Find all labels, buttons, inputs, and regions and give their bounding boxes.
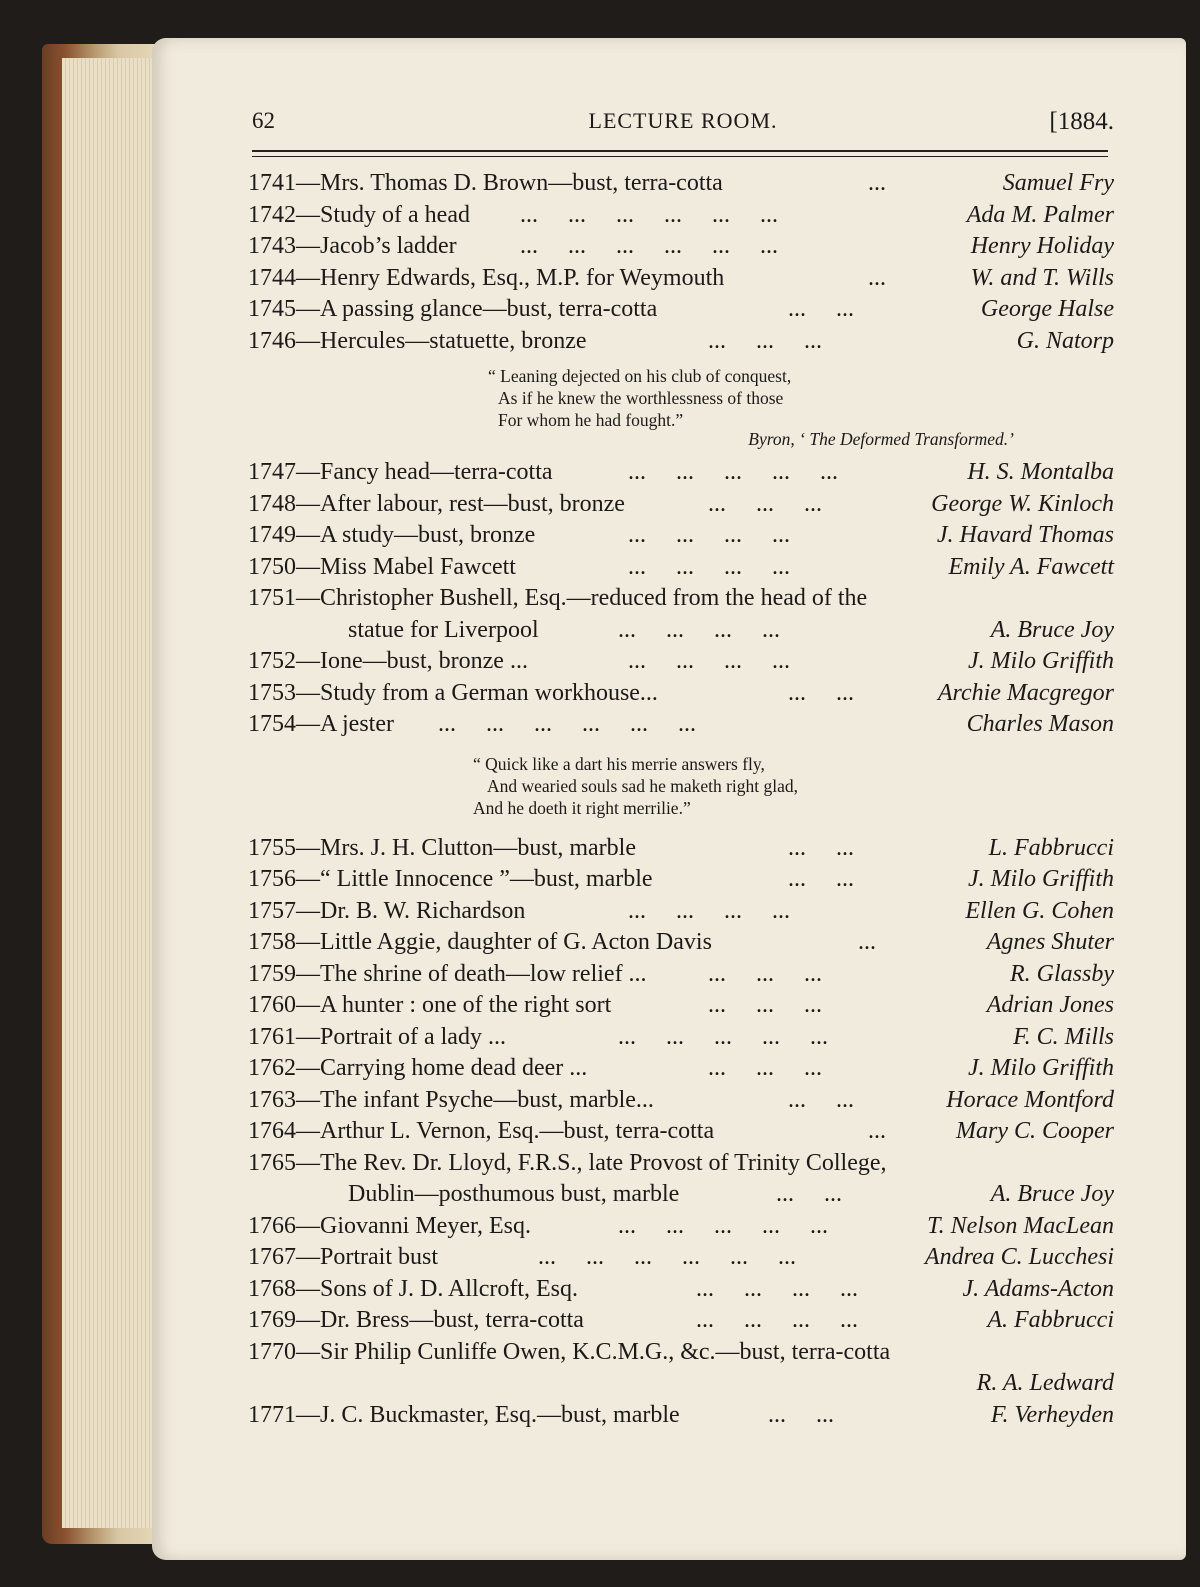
entry-title: 1756—“ Little Innocence ”—bust, marble <box>248 866 653 892</box>
leader-dots: ... ... ... <box>708 1055 822 1081</box>
page-header <box>252 108 1114 142</box>
entry-title: 1755—Mrs. J. H. Clutton—bust, marble <box>248 834 636 861</box>
entry-artist: George W. Kinloch <box>931 490 1114 517</box>
entry-artist: Agnes Shuter <box>986 929 1114 955</box>
catalogue-entry <box>248 896 1114 928</box>
entry-artist: A. Bruce Joy <box>990 616 1114 643</box>
page-number: 62 <box>252 108 275 133</box>
entry-title: 1764—Arthur L. Vernon, Esq.—bust, terra-cotta <box>248 1118 715 1144</box>
entry-title: 1759—The shrine of death—low relief ... <box>248 960 647 987</box>
leader-dots: ... <box>868 170 886 196</box>
entry-artist: Charles Mason <box>966 711 1114 737</box>
catalogue-entry <box>248 1022 1114 1054</box>
entry-title: 1748—After labour, rest—bust, bronze <box>248 490 625 517</box>
quote-line: As if he knew the worthlessness of those <box>498 388 784 408</box>
entry-artist: Horace Montford <box>946 1086 1114 1113</box>
entry-artist: A. Fabbrucci <box>987 1307 1114 1333</box>
entry-title: 1757—Dr. B. W. Richardson <box>248 897 526 924</box>
entry-artist: R. Glassby <box>1010 960 1114 987</box>
leader-dots: ... ... ... <box>708 960 822 987</box>
leader-dots: ... ... ... ... ... ... <box>538 1244 796 1270</box>
leader-dots: ... ... <box>776 1181 842 1207</box>
entry-title: 1745—A passing glance—bust, terra-cotta <box>248 296 658 322</box>
leader-dots: ... ... ... ... ... <box>618 1023 828 1050</box>
leader-dots: ... ... ... ... ... ... <box>438 711 696 737</box>
entry-artist: Samuel Fry <box>1002 170 1114 196</box>
leader-dots: ... ... ... ... <box>628 553 790 580</box>
entry-title-continued: statue for Liverpool <box>348 616 539 643</box>
entry-artist: A. Bruce Joy <box>990 1181 1114 1207</box>
entry-title: 1760—A hunter : one of the right sort <box>248 992 612 1018</box>
leader-dots: ... ... ... ... <box>628 522 790 548</box>
quote-line: And wearied souls sad he maketh right glad, <box>487 775 799 796</box>
entry-title: 1751—Christopher Bushell, Esq.—reduced from the head of the <box>248 585 868 611</box>
catalogue-entry <box>248 168 1114 200</box>
page-edges <box>62 58 158 1528</box>
quote-line: For whom he had fought.” <box>498 410 684 430</box>
catalogue-entry <box>248 709 1114 741</box>
catalogue-entry <box>248 1242 1114 1274</box>
catalogue-entry <box>248 294 1114 326</box>
entry-title: 1747—Fancy head—terra-cotta <box>248 459 553 485</box>
entry-artist: Andrea C. Lucchesi <box>924 1244 1114 1270</box>
entry-artist: George Halse <box>980 296 1114 322</box>
entry-title: 1763—The infant Psyche—bust, marble... <box>248 1086 654 1113</box>
leader-dots: ... ... <box>788 679 854 706</box>
entry-title: 1742—Study of a head <box>248 201 470 228</box>
entry-artist: Emily A. Fawcett <box>948 553 1114 580</box>
leader-dots: ... <box>868 1118 886 1144</box>
catalogue-entry <box>248 231 1114 263</box>
entry-artist: G. Natorp <box>1016 327 1114 354</box>
catalogue-entry <box>248 520 1114 552</box>
catalogue-entry-continued <box>248 1179 1114 1211</box>
entry-artist: F. C. Mills <box>1013 1023 1114 1050</box>
entry-artist: J. Havard Thomas <box>936 522 1114 548</box>
catalogue-entry-continued <box>248 615 1114 647</box>
entry-artist: J. Milo Griffith <box>968 648 1114 674</box>
quotation-byron <box>248 357 1114 457</box>
catalogue-entry <box>248 457 1114 489</box>
leader-dots: ... ... <box>788 834 854 861</box>
entry-artist: Archie Macgregor <box>937 679 1114 706</box>
entry-title: 1761—Portrait of a lady ... <box>248 1023 506 1050</box>
catalogue-entry <box>248 1274 1114 1306</box>
book-page <box>152 38 1186 1560</box>
quote-line: “ Leaning dejected on his club of conquest, <box>488 366 792 386</box>
catalogue-entry <box>248 927 1114 959</box>
year-marker: [1884. <box>1049 108 1114 135</box>
entry-artist: F. Verheyden <box>990 1401 1114 1428</box>
catalogue-entry <box>248 1400 1114 1432</box>
entry-artist: W. and T. Wills <box>970 264 1114 291</box>
catalogue-entry <box>248 1211 1114 1243</box>
catalogue-entry <box>248 864 1114 896</box>
leader-dots: ... ... ... ... <box>696 1307 858 1333</box>
leader-dots: ... ... ... ... ... <box>628 459 838 485</box>
leader-dots: ... ... ... <box>708 327 822 354</box>
catalogue-entry <box>248 326 1114 358</box>
catalogue-entry <box>248 1305 1114 1337</box>
catalogue-entry <box>248 1337 1114 1369</box>
entry-title: 1765—The Rev. Dr. Lloyd, F.R.S., late Provost of Trinity College, <box>248 1149 887 1176</box>
catalogue-entry <box>248 552 1114 584</box>
entry-artist: J. Adams-Acton <box>962 1275 1114 1302</box>
entry-artist: L. Fabbrucci <box>988 834 1114 861</box>
leader-dots: ... ... <box>768 1401 834 1428</box>
entry-artist: J. Milo Griffith <box>968 866 1114 892</box>
entry-artist: Mary C. Cooper <box>956 1118 1114 1144</box>
leader-dots: ... ... ... ... ... <box>618 1212 828 1239</box>
leader-dots: ... ... ... ... <box>696 1275 858 1302</box>
leader-dots: ... ... ... ... <box>628 648 790 674</box>
entry-title: 1749—A study—bust, bronze <box>248 522 536 548</box>
quote-line: “ Quick like a dart his merrie answers fly, <box>473 753 765 774</box>
entry-title: 1758—Little Aggie, daughter of G. Acton Davis <box>248 929 712 955</box>
entry-title-continued: Dublin—posthumous bust, marble <box>348 1181 680 1207</box>
entry-title: 1766—Giovanni Meyer, Esq. <box>248 1212 531 1239</box>
catalogue-entry <box>248 959 1114 991</box>
catalogue-entry <box>248 1148 1114 1180</box>
catalogue-entry <box>248 990 1114 1022</box>
quotation-jester <box>248 741 1114 833</box>
leader-dots: ... ... ... ... ... ... <box>520 201 778 228</box>
catalogue-list <box>248 168 1114 1431</box>
header-rule-thin <box>252 156 1108 157</box>
header-rule <box>252 150 1108 152</box>
entry-artist: Ada M. Palmer <box>966 201 1114 228</box>
catalogue-entry <box>248 583 1114 615</box>
leader-dots: ... ... <box>788 296 854 322</box>
entry-title: 1750—Miss Mabel Fawcett <box>248 553 516 580</box>
entry-artist: H. S. Montalba <box>967 459 1114 485</box>
catalogue-entry <box>248 646 1114 678</box>
entry-title: 1770—Sir Philip Cunliffe Owen, K.C.M.G., &c.—bust, terra-cotta <box>248 1338 891 1365</box>
leader-dots: ... <box>868 264 886 291</box>
catalogue-entry <box>248 1053 1114 1085</box>
entry-artist: Adrian Jones <box>986 992 1114 1018</box>
entry-title: 1767—Portrait bust <box>248 1244 438 1270</box>
catalogue-entry <box>248 200 1114 232</box>
quote-attribution: Byron, ‘ The Deformed Transformed.’ <box>748 429 1014 449</box>
leader-dots: ... ... <box>788 866 854 892</box>
leader-dots: ... ... ... ... <box>628 897 790 924</box>
catalogue-entry <box>248 489 1114 521</box>
entry-artist: J. Milo Griffith <box>968 1055 1114 1081</box>
entry-title: 1771—J. C. Buckmaster, Esq.—bust, marble <box>248 1401 680 1428</box>
entry-title: 1762—Carrying home dead deer ... <box>248 1055 588 1081</box>
entry-artist: Henry Holiday <box>970 233 1114 259</box>
entry-title: 1753—Study from a German workhouse... <box>248 679 658 706</box>
leader-dots: ... ... ... <box>708 490 822 517</box>
entry-title: 1743—Jacob’s ladder <box>248 233 457 259</box>
catalogue-entry-continued <box>248 1368 1114 1400</box>
entry-artist: Ellen G. Cohen <box>965 897 1114 924</box>
catalogue-entry <box>248 833 1114 865</box>
leader-dots: ... ... ... ... <box>618 616 780 643</box>
entry-title: 1754—A jester <box>248 711 394 737</box>
catalogue-entry <box>248 1085 1114 1117</box>
leader-dots: ... ... <box>788 1086 854 1113</box>
entry-artist: R. A. Ledward <box>976 1370 1114 1396</box>
entry-title: 1741—Mrs. Thomas D. Brown—bust, terra-cotta <box>248 170 723 196</box>
quote-line: And he doeth it right merrilie.” <box>473 797 691 818</box>
entry-artist: T. Nelson MacLean <box>927 1212 1114 1239</box>
leader-dots: ... <box>858 929 876 955</box>
leader-dots: ... ... ... <box>708 992 822 1018</box>
leader-dots: ... ... ... ... ... ... <box>520 233 778 259</box>
entry-title: 1769—Dr. Bress—bust, terra-cotta <box>248 1307 584 1333</box>
entry-title: 1752—Ione—bust, bronze ... <box>248 648 528 674</box>
entry-title: 1746—Hercules—statuette, bronze <box>248 327 587 354</box>
catalogue-entry <box>248 1116 1114 1148</box>
entry-title: 1744—Henry Edwards, Esq., M.P. for Weymouth <box>248 264 725 291</box>
running-title: LECTURE ROOM. <box>588 108 778 133</box>
catalogue-entry <box>248 678 1114 710</box>
catalogue-entry <box>248 263 1114 295</box>
entry-title: 1768—Sons of J. D. Allcroft, Esq. <box>248 1275 578 1302</box>
